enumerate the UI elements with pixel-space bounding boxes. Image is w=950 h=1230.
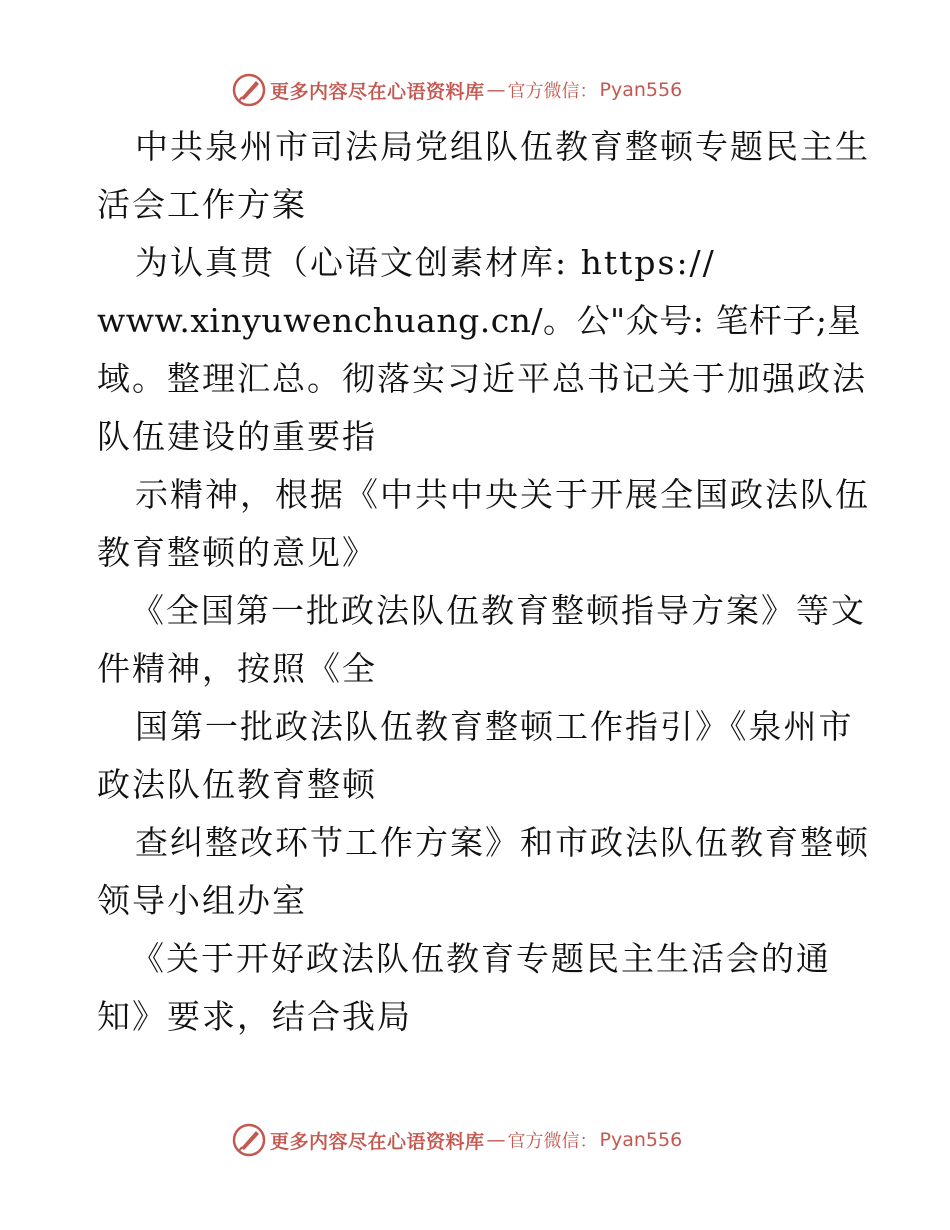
quill-logo-icon	[232, 73, 266, 107]
text-line: 队伍建设的重要指	[97, 417, 377, 456]
text-line: 件精神，按照《全	[97, 649, 377, 688]
header-separator: —	[486, 79, 506, 101]
text-line: 中共泉州市司法局党组队伍教育整顿专题民主生	[135, 127, 870, 166]
text-line: 政法队伍教育整顿	[97, 765, 377, 804]
header-wechat-label: 官方微信：	[507, 81, 598, 102]
text-line: 领导小组办室	[97, 881, 307, 920]
text-line: 域。整理汇总。彻落实习近平总书记关于加强政法	[97, 359, 867, 398]
header-wechat-id: Pyan556	[599, 79, 683, 101]
header-watermark	[232, 72, 752, 108]
document-body	[97, 118, 870, 1046]
text-line: 教育整顿的意见》	[97, 533, 377, 572]
footer-watermark	[232, 1122, 752, 1158]
text-line: 国第一批政法队伍教育整顿工作指引》《泉州市	[135, 707, 854, 746]
quill-logo-icon	[232, 1123, 266, 1157]
text-line: www.xinyuwenchuang.cn/。公"众号: 笔杆子;星	[97, 301, 861, 340]
text-line: 《关于开好政法队伍教育专题民主生活会的通	[131, 939, 831, 978]
header-brand-text: 更多内容尽在心语资料库	[270, 80, 485, 103]
footer-brand-text: 更多内容尽在心语资料库	[270, 1130, 485, 1153]
text-line: 查纠整改环节工作方案》和市政法队伍教育整顿	[135, 823, 870, 862]
text-line: 知》要求，结合我局	[97, 997, 412, 1036]
footer-separator: —	[486, 1129, 506, 1151]
text-line: 示精神，根据《中共中央关于开展全国政法队伍	[135, 475, 870, 514]
text-line: 《全国第一批政法队伍教育整顿指导方案》等文	[131, 591, 866, 630]
text-line: 为认真贯（心语文创素材库: https://	[135, 243, 716, 282]
footer-wechat-id: Pyan556	[599, 1129, 683, 1151]
text-line: 活会工作方案	[97, 185, 307, 224]
footer-wechat-label: 官方微信：	[507, 1131, 598, 1152]
